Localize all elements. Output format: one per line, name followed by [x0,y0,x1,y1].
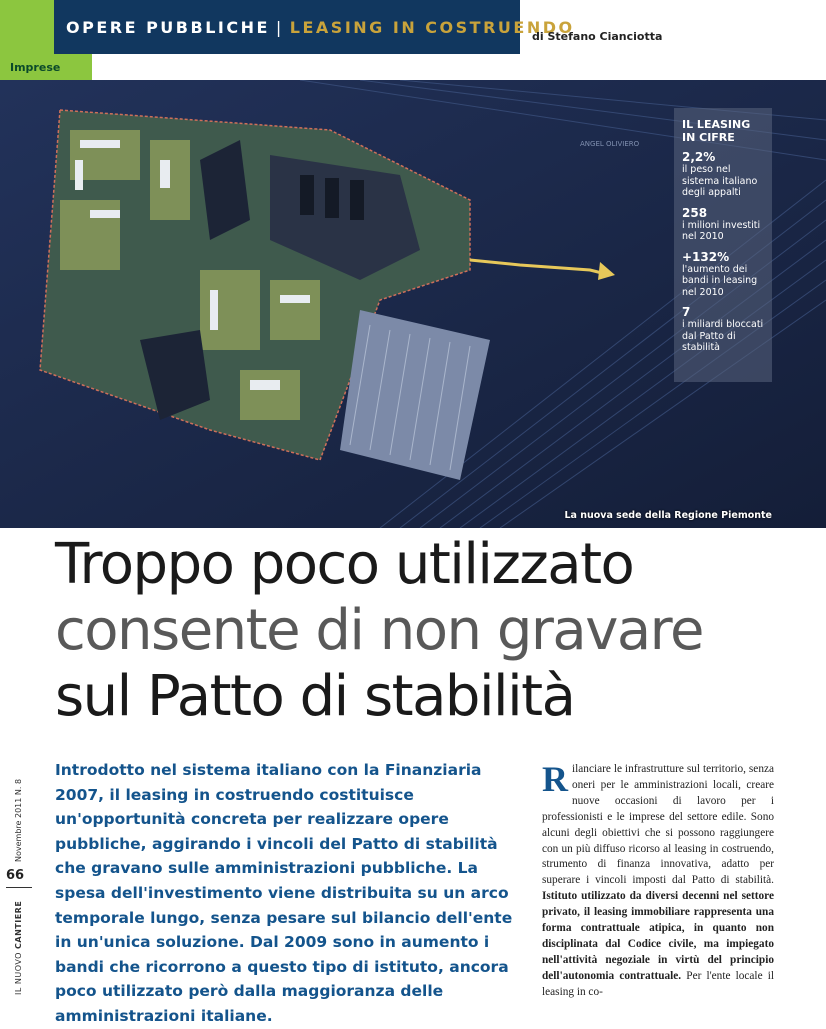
stat-item [682,305,764,354]
lead-text: Introdotto nel sistema italiano con la Finanziaria 2007, il leasing in costruendo costituisce un'opportunità concreta per realizzare opere pubbliche, aggirando i vincoli del Patto di stabilità che gravano sulle amministrazioni pubbliche. La spesa dell'investimento viene distribuita su un arco temporale lungo, senza pesare sul bilancio dell'ente in un'unica soluzione. Dal 2009 sono in aumento i bandi che ricorrono a questo tipo di istituto, ancora poco utilizzato però dalla maggioranza delle amministrazioni italiane. [55,761,513,1025]
issue-info: Novembre 2011 N. 8 [14,778,23,862]
drop-cap: R [542,759,568,799]
stat-item [682,250,764,299]
section-header [54,0,575,54]
stat-item [682,150,764,199]
map-label: ANGEL OLIVIERO [580,140,640,148]
body-column [542,759,775,1001]
stat-description: i milioni investiti nel 2010 [682,219,761,242]
page-number-rule [6,887,32,888]
stat-value: 258 [682,205,708,220]
page-number: 66 [6,868,25,883]
stat-value: +132% [682,249,730,264]
stat-description: l'aumento dei bandi in leasing nel 2010 [682,263,758,298]
section-tag: Imprese [0,54,92,80]
header-accent-bar [0,0,54,54]
body-text-bold: Istituto utilizzato da diversi decenni nel settore privato, il leasing immobiliare rappresenta una forma contrattuale atipica, in quanto non disciplinata dal Codice civile, ma impiegato nell'attività negoziale in virtù del principio dell'autonomia contrattuale. [542,890,774,982]
author-byline: di Stefano Cianciotta [532,30,663,43]
stats-title: IL LEASING IN CIFRE [682,118,751,144]
lead-paragraph [55,758,515,1029]
stat-description: il peso nel sistema italiano degli appalti [682,164,758,198]
stat-value: 7 [682,305,691,319]
brand-prefix: IL NUOVO [14,948,23,995]
headline-line-1: Troppo poco utilizzato [55,532,634,597]
body-text: ilanciare le infrastrutture sul territorio, senza oneri per le amministrazioni locali, creare nuove occasioni di lavoro per i professionisti e le imprese del settore edile. Sono alcuni degli obiettivi che si possono raggiungere con un più diffuso ricorso al leasing in costruendo, strumento di finanza innovativa, adatto per superare i vincoli imposti dal Patto di stabilità. [542,763,774,887]
magazine-brand [14,901,23,995]
headline [55,532,815,730]
stats-box [674,108,772,382]
topic-title: LEASING IN COSTRUENDO [289,17,575,37]
section-title: OPERE PUBBLICHE [66,17,270,37]
body-text-tail: Per l'ente locale il leasing in co- [542,969,775,998]
stat-item [682,206,764,243]
stat-value: 2,2% [682,150,716,164]
header-separator: | [275,17,284,37]
headline-line-2: consente di non gravare [55,598,703,663]
brand-name: CANTIERE [14,900,23,949]
stat-description: i miliardi bloccati dal Patto di stabilità [682,319,764,353]
photo-caption: La nuova sede della Regione Piemonte [564,510,772,521]
headline-line-3: sul Patto di stabilità [55,664,575,729]
